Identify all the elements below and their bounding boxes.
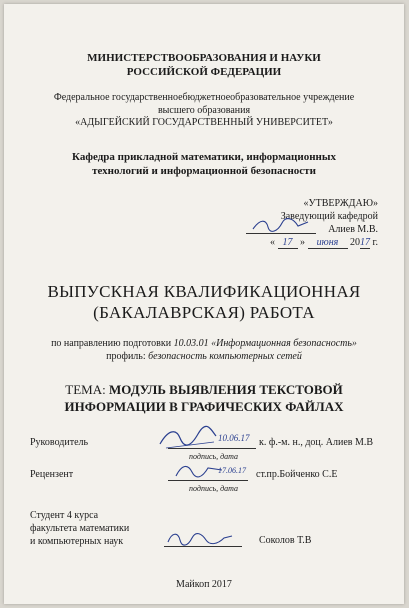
student-line-3: и компьютерных наук	[30, 536, 124, 547]
department-line-2: технологий и информационной безопасности	[92, 165, 316, 177]
ministry-line-2: РОССИЙСКОЙ ФЕДЕРАЦИИ	[126, 66, 282, 78]
reviewer-name: ст.пр.Бойченко С.Е	[256, 469, 338, 480]
approval-date-row	[218, 236, 378, 249]
theme-block	[4, 381, 404, 415]
supervisor-caption: подпись, дата	[189, 452, 239, 461]
direction-prefix: по направлению подготовки	[51, 338, 172, 349]
date-year-prefix: 20	[350, 237, 361, 248]
reviewer-label: Рецензент	[30, 469, 74, 480]
approval-signature-row	[218, 223, 378, 236]
reviewer-caption: подпись, дата	[189, 484, 239, 493]
approval-title: «УТВЕРЖДАЮ»	[303, 198, 378, 209]
direction-block	[4, 337, 404, 363]
footer-city-year: Майкоп 2017	[176, 579, 232, 590]
institution-line-3: «АДЫГЕЙСКИЙ ГОСУДАРСТВЕННЫЙ УНИВЕРСИТЕТ»	[75, 117, 333, 128]
profile-label: профиль:	[106, 351, 146, 362]
date-year-suffix: г.	[372, 237, 378, 248]
approval-name: Алиев М.В.	[328, 224, 378, 235]
date-close-quote: »	[300, 237, 306, 248]
ministry-header	[4, 51, 404, 79]
approval-date-month: июня	[308, 237, 348, 249]
institution-line-1: Федеральное государственноебюджетноеобразовательное учреждение	[53, 92, 355, 103]
approval-signature	[250, 217, 312, 233]
student-line-2: факультета математики	[30, 523, 130, 534]
document-page	[4, 4, 404, 604]
student-block	[30, 509, 129, 548]
work-title-line-2: (БАКАЛАВРСКАЯ) РАБОТА	[93, 303, 315, 322]
student-signature	[164, 530, 236, 550]
theme-line-2: ИНФОРМАЦИИ В ГРАФИЧЕСКИХ ФАЙЛАХ	[64, 399, 344, 414]
student-line-1: Студент 4 курса	[30, 510, 99, 521]
profile-value: безопасность компьютерных сетей	[148, 351, 302, 362]
supervisor-label: Руководитель	[30, 437, 89, 448]
work-title-line-1: ВЫПУСКНАЯ КВАЛИФИКАЦИОННАЯ	[47, 282, 361, 301]
date-open-quote: «	[270, 237, 276, 248]
ministry-line-1: МИНИСТЕРСТВООБРАЗОВАНИЯ И НАУКИ	[87, 52, 321, 64]
theme-line-1: МОДУЛЬ ВЫЯВЛЕНИЯ ТЕКСТОВОЙ	[108, 382, 343, 397]
approval-date-day: 17	[278, 237, 298, 249]
theme-label: ТЕМА:	[65, 382, 106, 397]
approval-block	[218, 197, 378, 249]
department-block	[4, 150, 404, 178]
profile-row	[4, 350, 404, 363]
approval-date-year: 17	[360, 237, 371, 248]
department-line-1: Кафедра прикладной математики, информационных	[72, 151, 336, 163]
institution-block	[4, 92, 404, 130]
institution-line-2: высшего образования	[157, 104, 251, 116]
theme-row-1	[4, 381, 404, 398]
reviewer-hand-date: 17.06.17	[218, 466, 246, 475]
direction-row	[4, 337, 404, 350]
approval-signature-line	[246, 233, 316, 234]
approval-role: Заведующий кафедрой	[280, 211, 378, 222]
supervisor-hand-date: 10.06.17	[218, 433, 250, 443]
supervisor-signature	[154, 424, 224, 454]
student-name: Соколов Т.В	[259, 535, 312, 546]
work-title	[4, 281, 404, 323]
direction-code: 10.03.01 «Информационная безопасность»	[173, 338, 357, 349]
supervisor-name: к. ф.-м. н., доц. Алиев М.В	[259, 437, 374, 448]
